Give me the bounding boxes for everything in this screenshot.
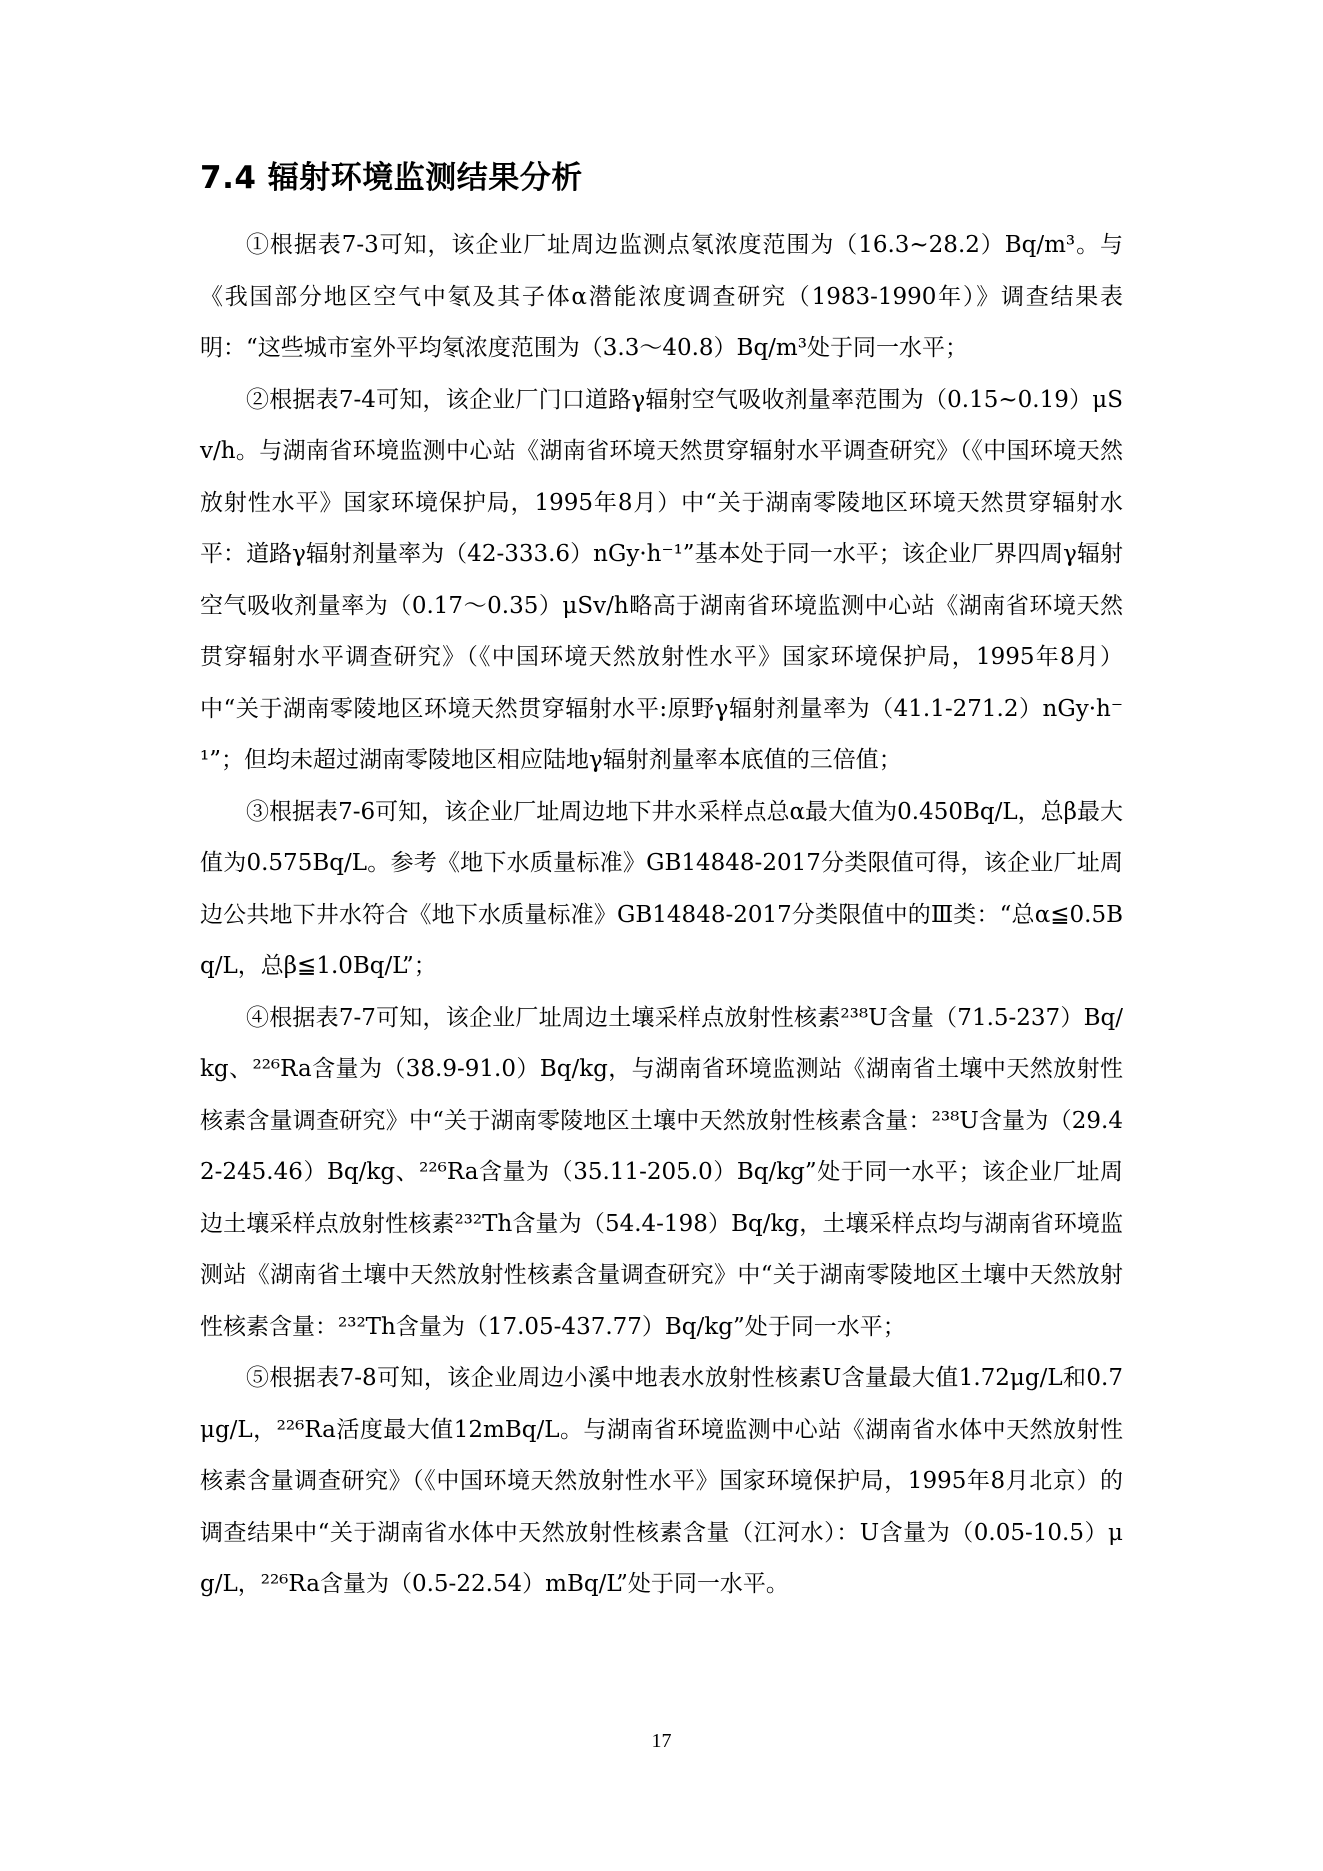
paragraph-soil: ④根据表7-7可知，该企业厂址周边土壤采样点放射性核素²³⁸U含量（71.5-237）Bq/kg、²²⁶Ra含量为（38.9-91.0）Bq/kg，与湖南省环境监测站《湖南省土壤中天然放射性核素含量调查研究》中“关于湖南零陵地区土壤中天然放射性核素含量：²³⁸U含量为（29.42-245.46）Bq/kg、²²⁶Ra含量为（35.11-205.0）Bq/kg”处于同一水平；该企业厂址周边土壤采样点放射性核素²³²Th含量为（54.4-198）Bq/kg，土壤采样点均与湖南省环境监测站《湖南省土壤中天然放射性核素含量调查研究》中“关于湖南零陵地区土壤中天然放射性核素含量：²³²Th含量为（17.05-437.77）Bq/kg”处于同一水平； bbox=[200, 1004, 1123, 1340]
paragraph-surface-water: ⑤根据表7-8可知，该企业周边小溪中地表水放射性核素U含量最大值1.72μg/L和0.7μg/L，²²⁶Ra活度最大值12mBq/L。与湖南省环境监测中心站《湖南省水体中天然放射性核素含量调查研究》（《中国环境天然放射性水平》国家环境保护局，1995年8月北京）的调查结果中“关于湖南省水体中天然放射性核素含量（江河水）：U含量为（0.05-10.5）μg/L，²²⁶Ra含量为（0.5-22.54）mBq/L”处于同一水平。 bbox=[200, 1365, 1123, 1597]
paragraph-groundwater: ③根据表7-6可知，该企业厂址周边地下井水采样点总α最大值为0.450Bq/L，总β最大值为0.575Bq/L。参考《地下水质量标准》GB14848-2017分类限值可得，该企业厂址周边公共地下井水符合《地下水质量标准》GB14848-2017分类限值中的Ⅲ类：“总α≦0.5Bq/L，总β≦1.0Bq/L”； bbox=[200, 798, 1123, 979]
page-number: 17 bbox=[651, 1730, 672, 1752]
paragraph-radon: ①根据表7-3可知，该企业厂址周边监测点氡浓度范围为（16.3~28.2）Bq/m³。与《我国部分地区空气中氡及其子体α潜能浓度调查研究（1983-1990年）》调查结果表明：“这些城市室外平均氡浓度范围为（3.3～40.8）Bq/m³处于同一水平； bbox=[200, 232, 1123, 361]
paragraph-gamma-dose: ②根据表7-4可知，该企业厂门口道路γ辐射空气吸收剂量率范围为（0.15~0.19）μSv/h。与湖南省环境监测中心站《湖南省环境天然贯穿辐射水平调查研究》（《中国环境天然放射性水平》国家环境保护局，1995年8月）中“关于湖南零陵地区环境天然贯穿辐射水平：道路γ辐射剂量率为（42-333.6）nGy·h⁻¹”基本处于同一水平；该企业厂界四周γ辐射空气吸收剂量率为（0.17～0.35）μSv/h略高于湖南省环境监测中心站《湖南省环境天然贯穿辐射水平调查研究》（《中国环境天然放射性水平》国家环境保护局，1995年8月）中“关于湖南零陵地区环境天然贯穿辐射水平:原野γ辐射剂量率为（41.1-271.2）nGy·h⁻¹”；但均未超过湖南零陵地区相应陆地γ辐射剂量率本底值的三倍值； bbox=[200, 386, 1123, 773]
section-body bbox=[200, 220, 1123, 1611]
section-heading: 7.4 辐射环境监测结果分析 bbox=[200, 160, 583, 196]
